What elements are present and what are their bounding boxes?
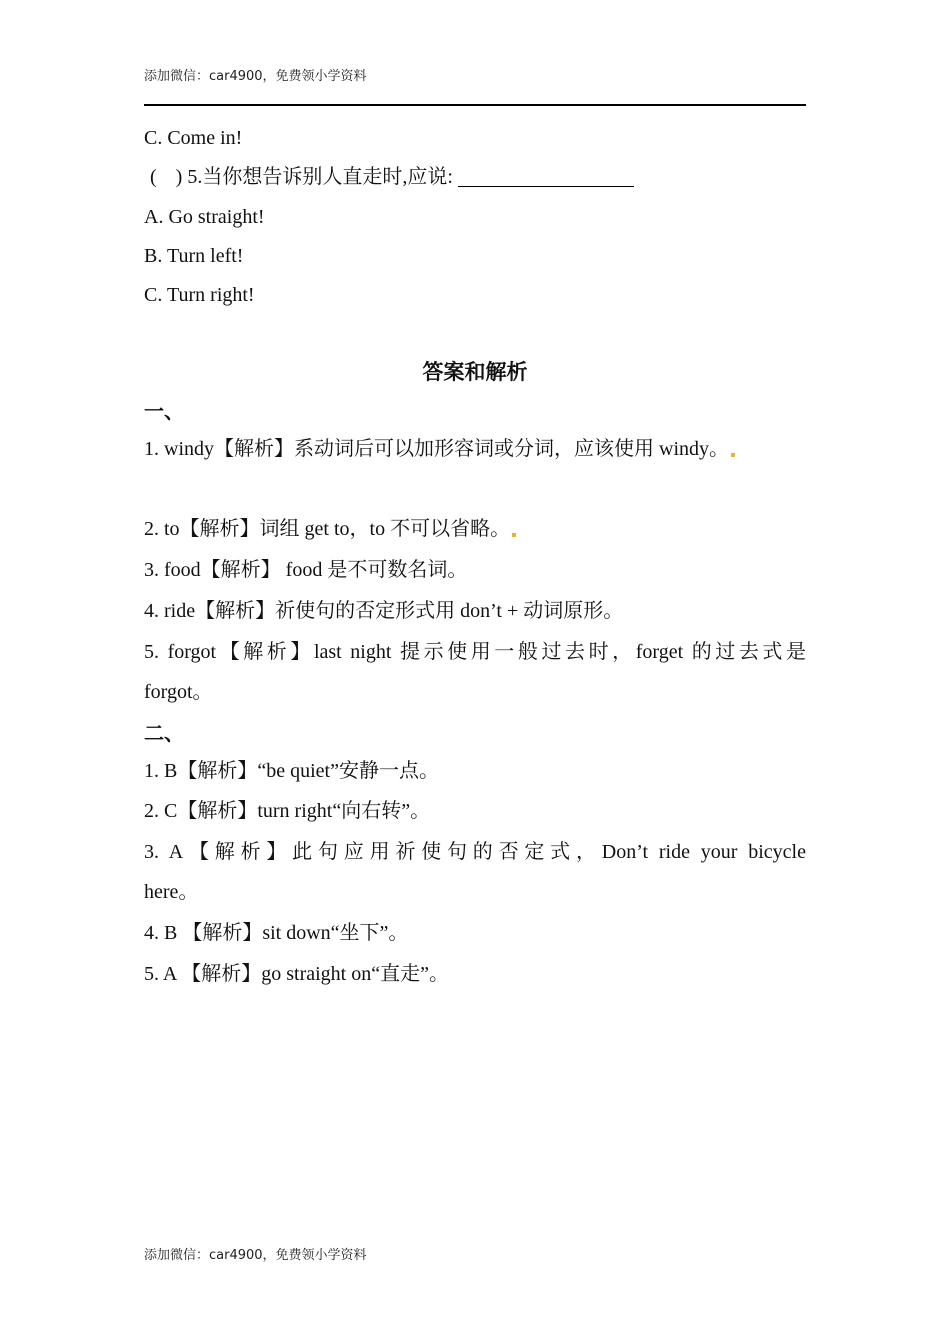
part2-answer-5: 5. A 【解析】go straight on“直走”。: [144, 963, 449, 985]
part1-answer-3: 3. food【解析】 food 是不可数名词。: [144, 559, 468, 581]
part1-answer-1-text: 1. windy【解析】系动词后可以加形容词或分词，应该使用 windy。: [144, 438, 729, 460]
q5-option-c: C. Turn right!: [144, 284, 255, 306]
revision-mark: [731, 453, 735, 457]
q5-option-b: B. Turn left!: [144, 245, 244, 267]
part1-answer-1: [144, 435, 806, 463]
part2-answer-4: 4. B 【解析】sit down“坐下”。: [144, 922, 409, 944]
part1-answer-2-text: 2. to【解析】词组 get to，to 不可以省略。: [144, 518, 511, 540]
page-header: 添加微信：car4900，免费领小学资料: [144, 69, 367, 84]
q5-text: 5.当你想告诉别人直走时,应说:: [187, 166, 453, 188]
header-divider: [144, 104, 806, 106]
part1-answer-5: 5. forgot【解析】last night 提示使用一般过去时，forget 的过去式是: [144, 641, 806, 663]
q5-answer-blank: [458, 166, 634, 187]
revision-mark: [512, 533, 516, 537]
answers-title: 答案和解析: [422, 360, 528, 384]
q5-question: [144, 163, 806, 191]
part2-heading: 二、: [144, 721, 184, 745]
page-footer: 添加微信：car4900，免费领小学资料: [144, 1248, 367, 1263]
part1-answer-2: [144, 515, 806, 543]
part1-heading: 一、: [144, 399, 184, 423]
part2-answer-3-cont: here。: [144, 881, 199, 903]
q4-option-c: C. Come in!: [144, 127, 243, 149]
part1-answer-5-cont: forgot。: [144, 681, 213, 703]
q5-paren-close: ): [175, 166, 183, 188]
q5-option-a: [144, 203, 806, 231]
part1-answer-4: 4. ride【解析】祈使句的否定形式用 don’t + 动词原形。: [144, 600, 624, 622]
part2-answer-2: 2. C【解析】turn right“向右转”。: [144, 800, 431, 822]
q5-option-a-text: A. Go straight: [144, 206, 258, 228]
part2-answer-3: 3. A【解析】此句应用祈使句的否定式，Don’t ride your bicycle: [144, 841, 806, 863]
q5-option-a-end: !: [257, 206, 265, 228]
part2-answer-1: 1. B【解析】“be quiet”安静一点。: [144, 760, 439, 782]
q5-paren-open: (: [150, 166, 157, 188]
